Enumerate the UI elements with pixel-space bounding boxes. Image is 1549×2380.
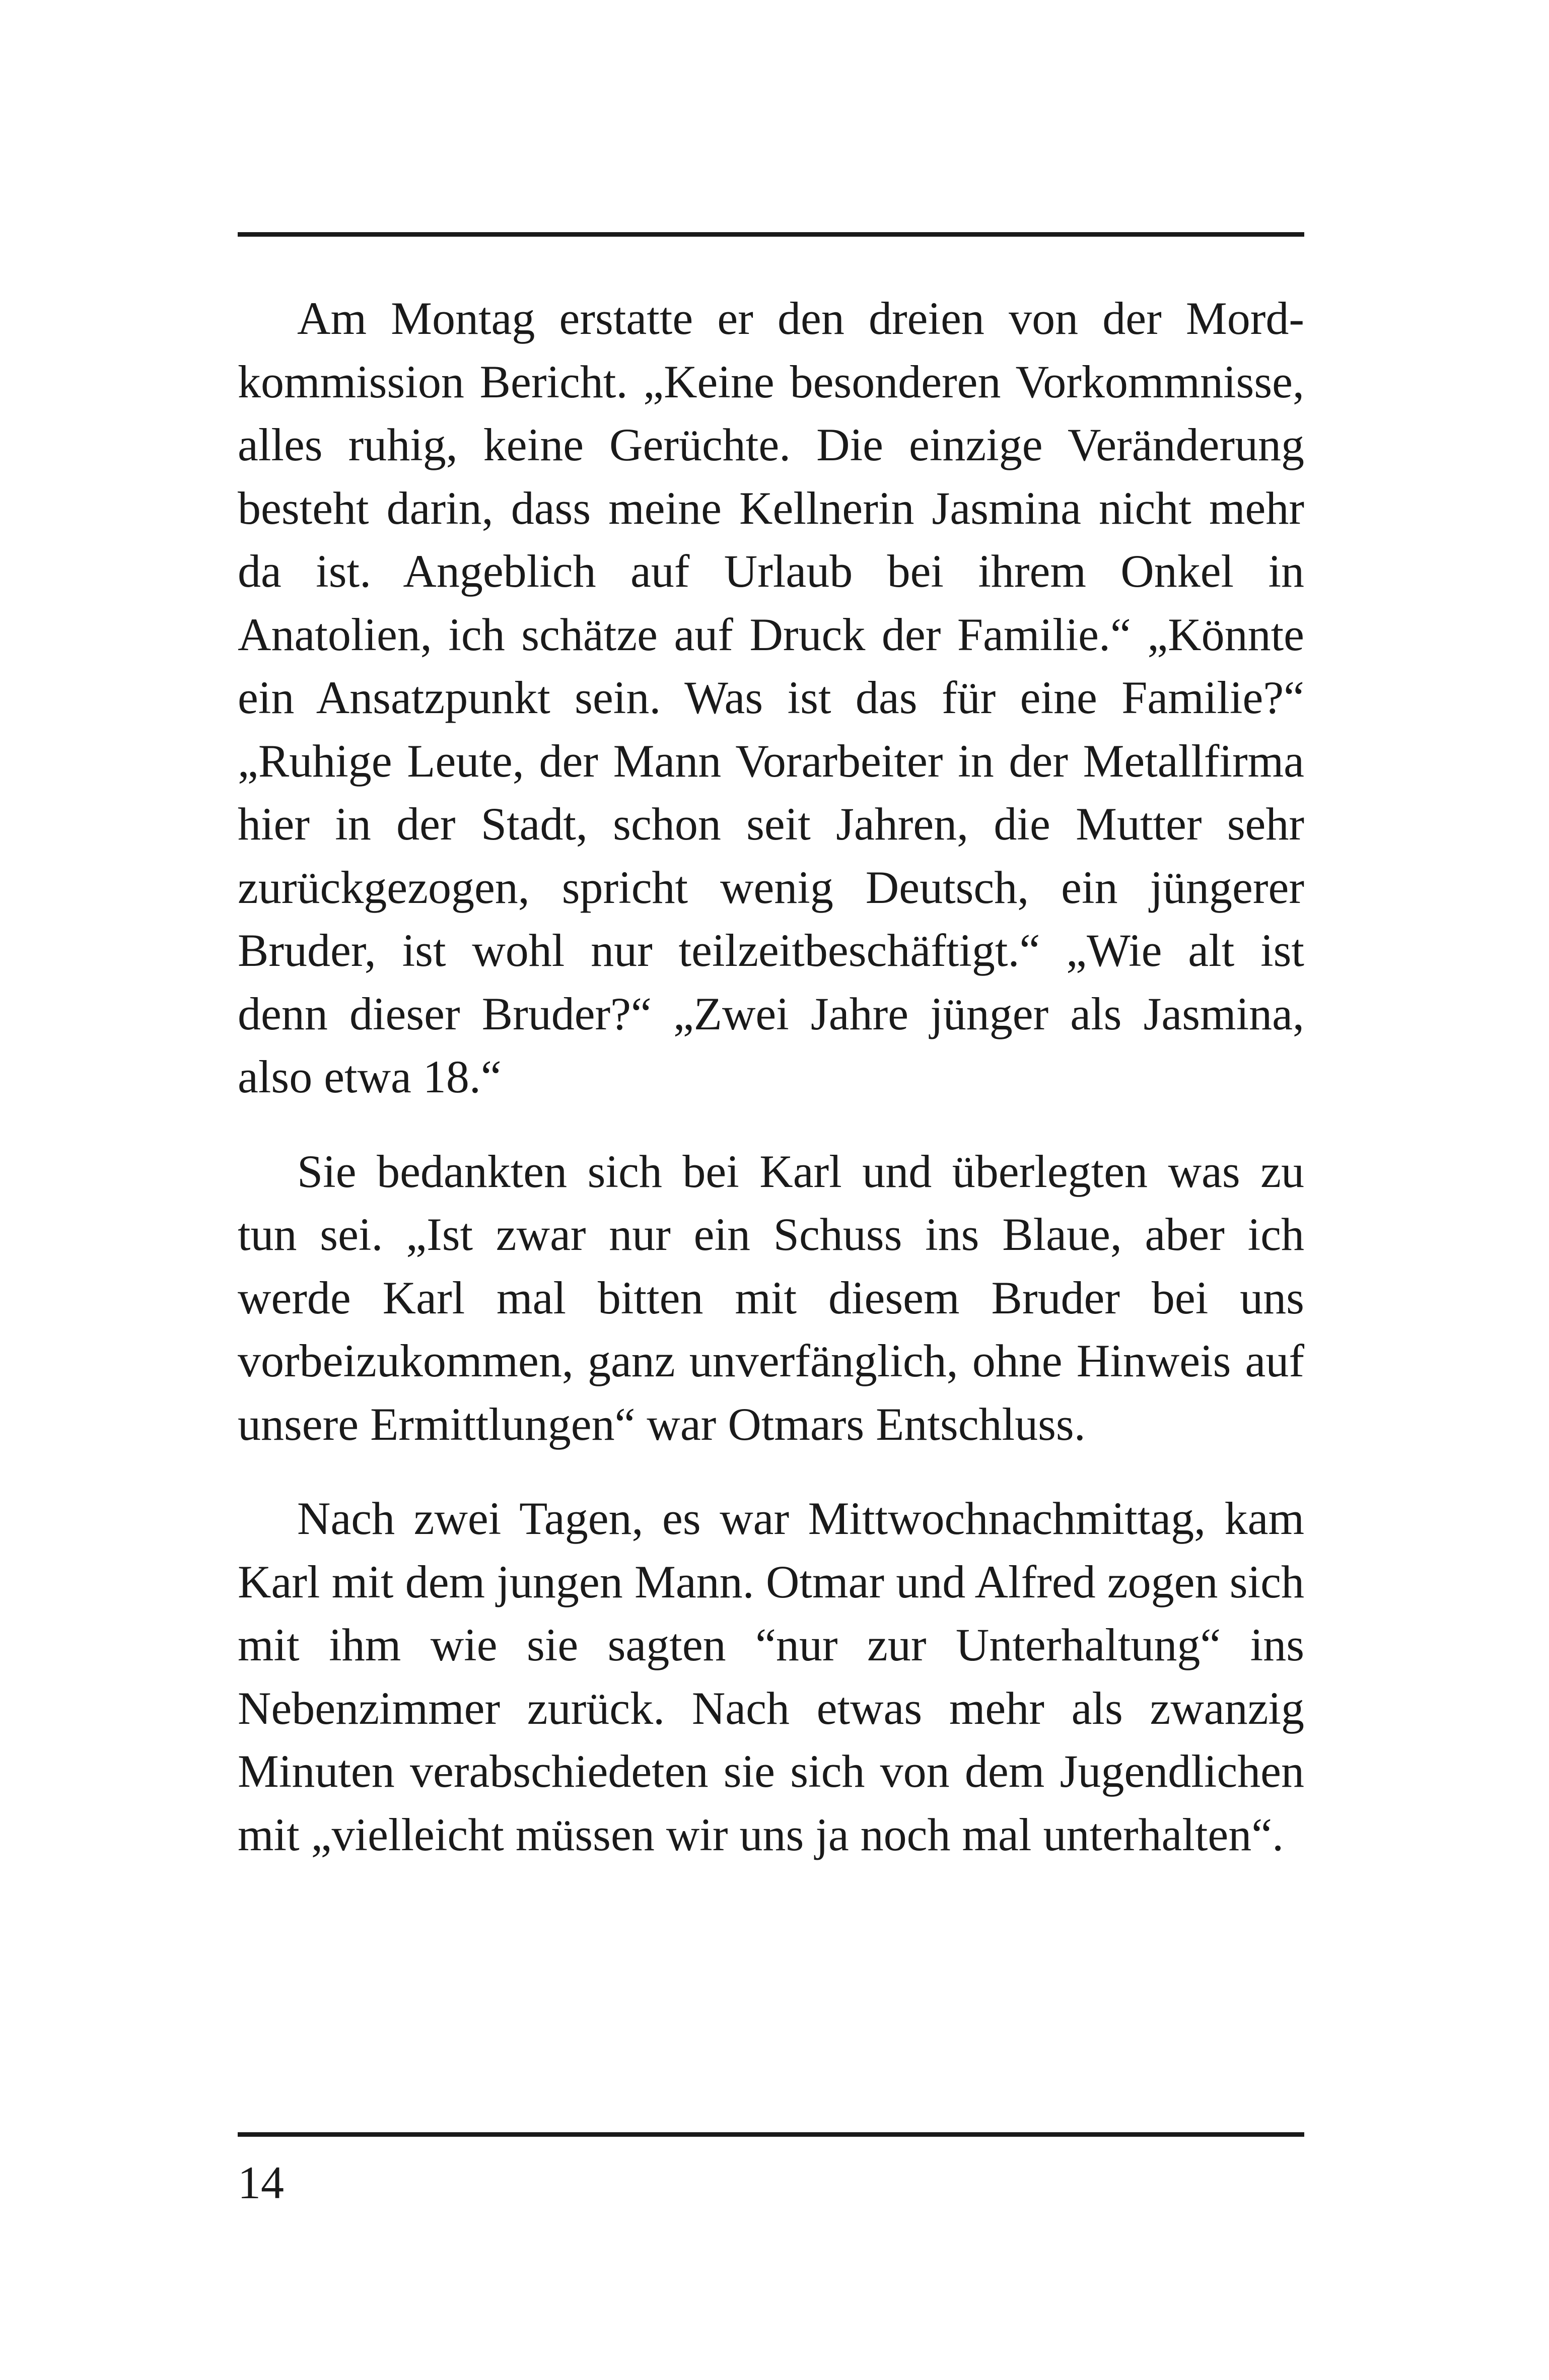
paragraph-3: Nach zwei Tagen, es war Mittwochnachmittag, kam Karl mit dem jungen Mann. Otmar und Alfred zogen sich mit ihm wie sie sagten “nur zur Unterhaltung“ ins Nebenzimmer zurück. Nach etwas mehr als zwanzig Minuten verabschiedeten sie sich von dem Jugendlichen mit „vielleicht müssen wir uns ja noch mal unterhalten“. bbox=[238, 1493, 1304, 1860]
body-text bbox=[238, 287, 1304, 1866]
bottom-rule bbox=[238, 2132, 1304, 2137]
paragraph-1: Am Montag erstatte er den dreien von der Mordkommission Bericht. „Keine besonderen Vorkommnisse, alles ruhig, keine Gerüchte. Die einzige Veränderung besteht darin, dass meine Kellnerin Jasmina nicht mehr da ist. Angeblich auf Urlaub bei ihrem Onkel in Anatolien, ich schätze auf Druck der Familie.“ „Könnte ein Ansatzpunkt sein. Was ist das für eine Familie?“ „Ruhige Leute, der Mann Vorarbeiter in der Metallfirma hier in der Stadt, schon seit Jahren, die Mutter sehr zurückgezogen, spricht wenig Deutsch, ein jüngerer Bruder, ist wohl nur teilzeitbeschäftigt.“ „Wie alt ist denn dieser Bruder?“ „Zwei Jahre jünger als Jasmina, also etwa 18.“ bbox=[238, 293, 1304, 1102]
top-rule bbox=[238, 232, 1304, 237]
page-number: 14 bbox=[238, 2157, 284, 2208]
paragraph-2: Sie bedankten sich bei Karl und überlegten was zu tun sei. „Ist zwar nur ein Schuss ins Blaue, aber ich werde Karl mal bitten mit diesem Bruder bei uns vorbeizukommen, ganz unverfänglich, ohne Hinweis auf unsere Ermittlungen“ war Otmars Entschluss. bbox=[238, 1145, 1304, 1450]
